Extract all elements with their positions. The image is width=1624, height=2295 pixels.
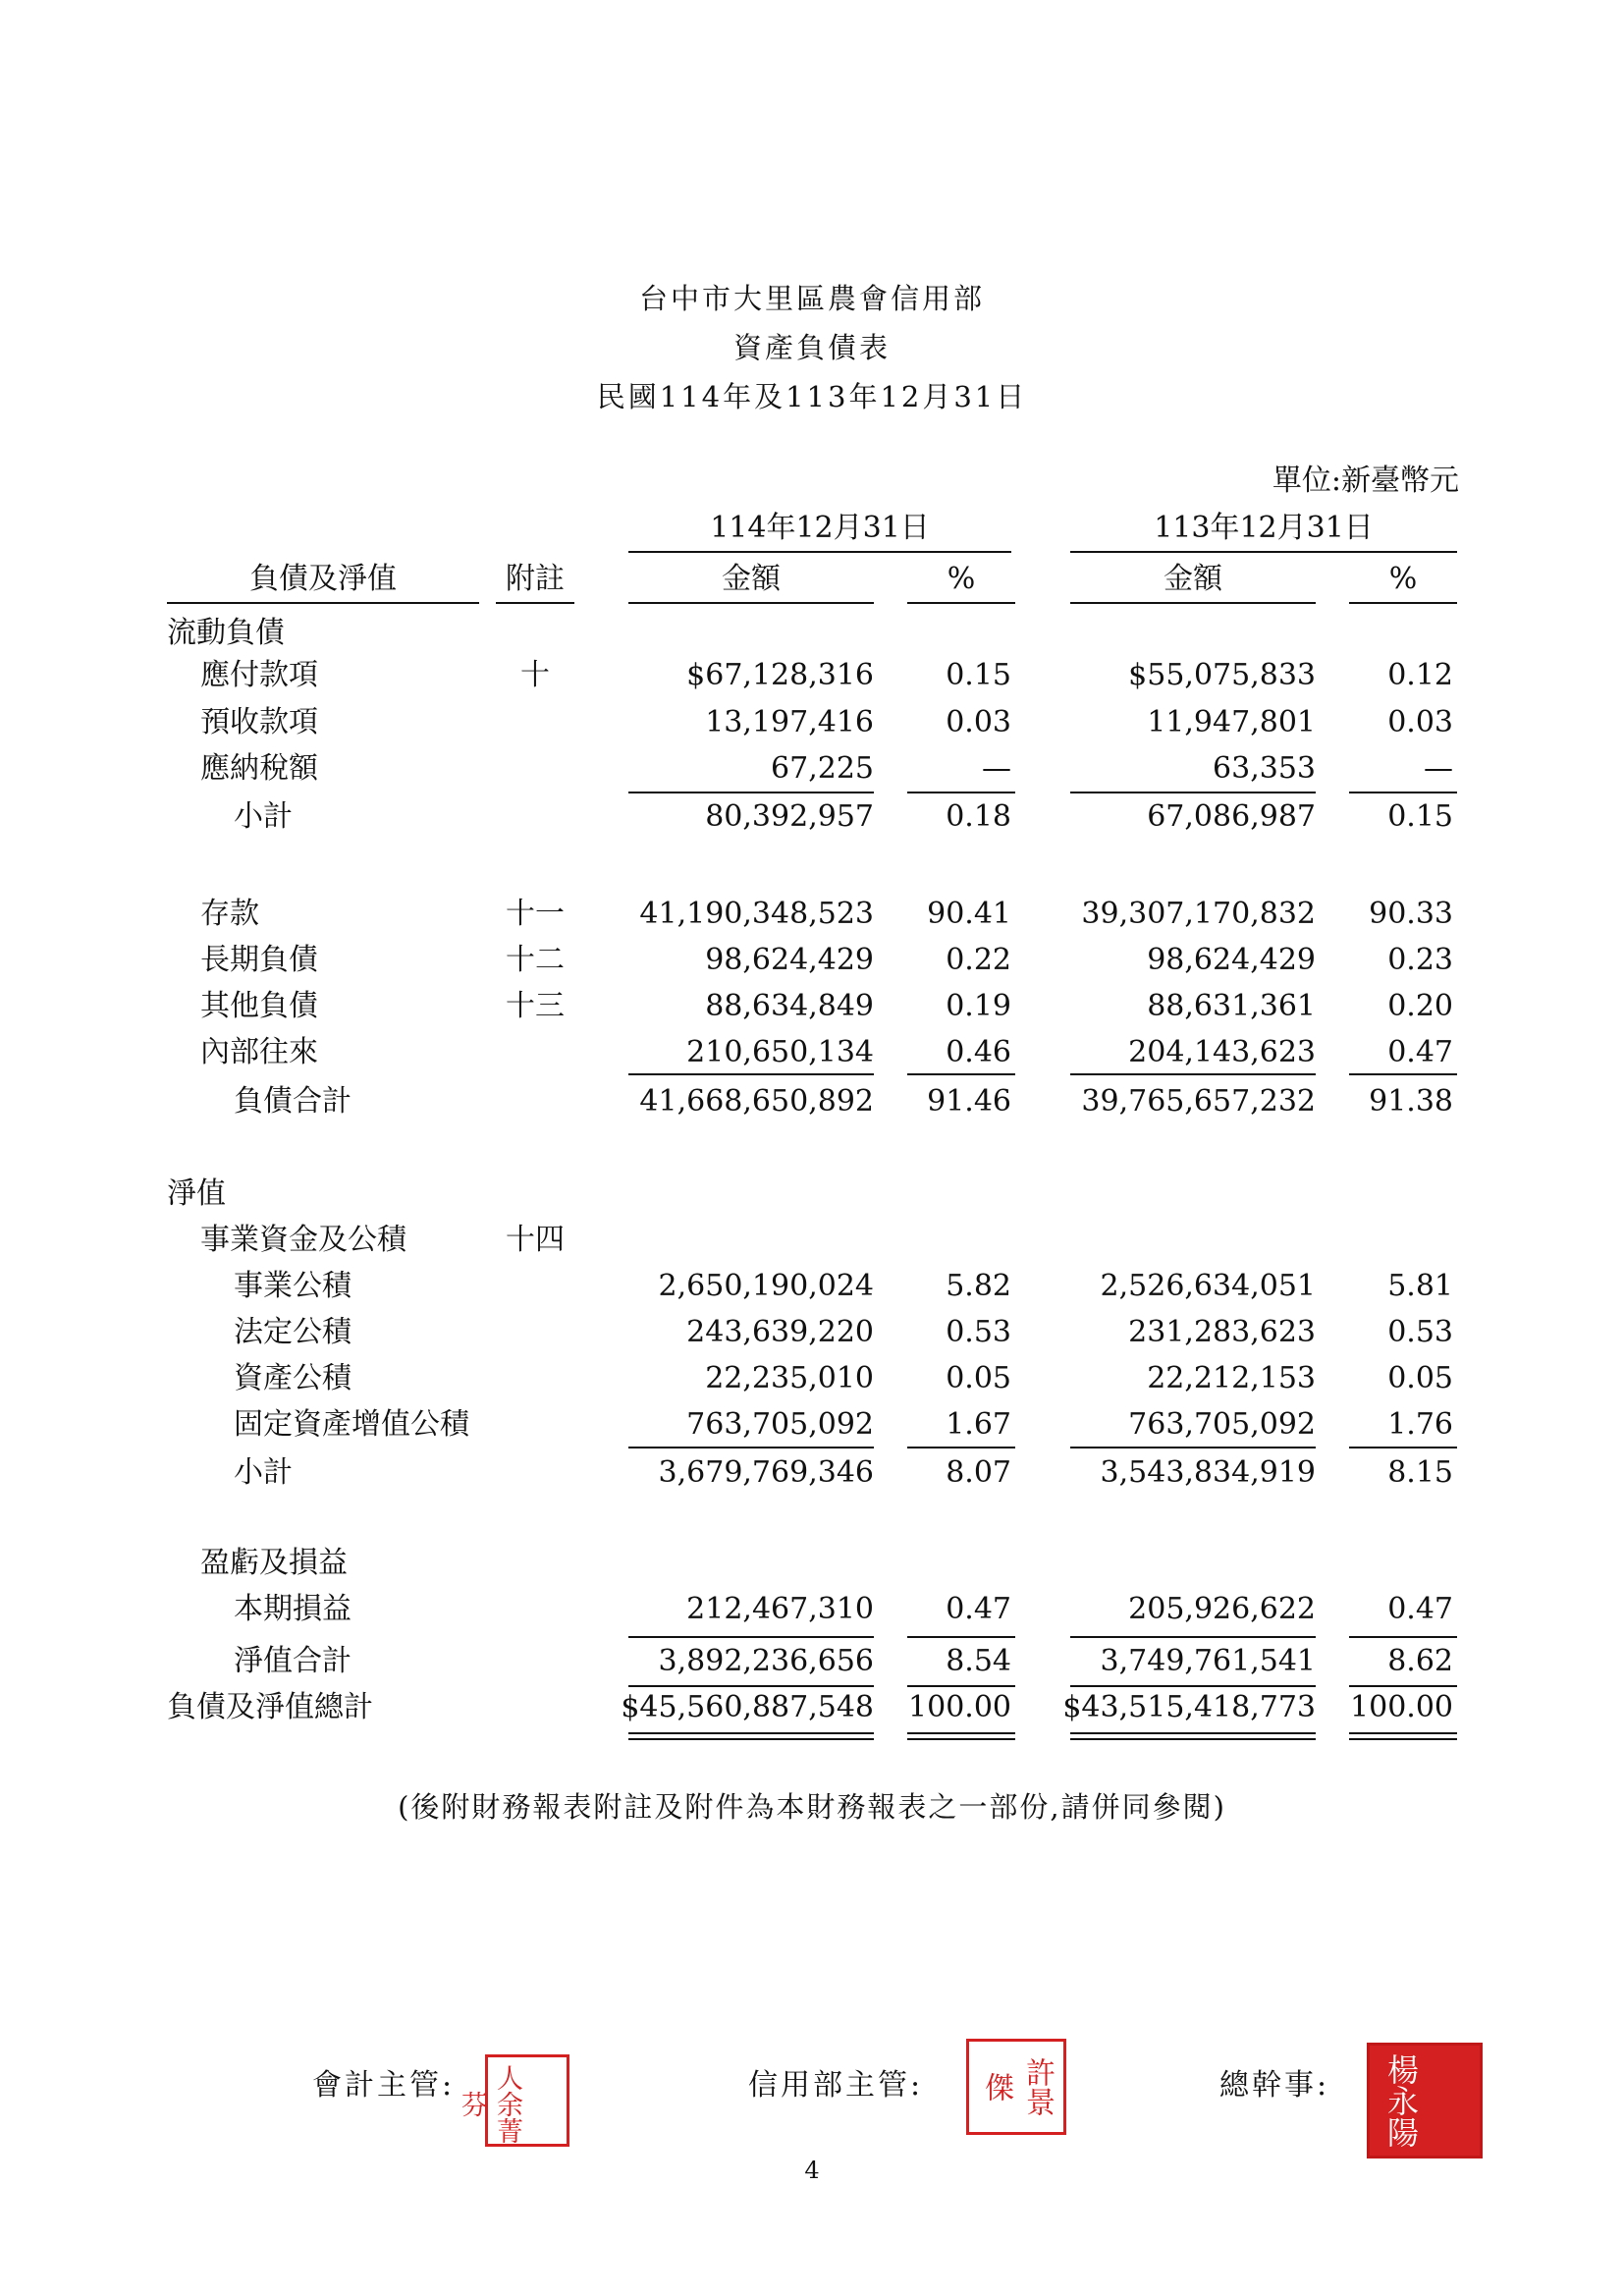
- row-label: 預收款項: [200, 705, 318, 739]
- period-113-header: 113年12月31日: [1154, 511, 1374, 545]
- row-label: 應納稅額: [200, 751, 318, 786]
- pct-114-cell: 0.18: [946, 799, 1011, 834]
- amount-114-cell: 763,705,092: [686, 1407, 874, 1442]
- row-label: 負債合計: [234, 1084, 352, 1119]
- amount-113-cell: 3,543,834,919: [1100, 1455, 1316, 1490]
- pct-114-cell: —: [982, 751, 1011, 786]
- amount-114-cell: 67,225: [771, 751, 874, 786]
- pct-113-header: %: [1388, 562, 1418, 596]
- amount-114-cell: 3,679,769,346: [658, 1455, 874, 1490]
- pct-114-cell: 1.67: [946, 1407, 1011, 1442]
- row-label: 事業公積: [234, 1269, 352, 1303]
- rule-pl-pct-114: [907, 1636, 1015, 1638]
- pct-114-cell: 8.07: [946, 1455, 1011, 1490]
- pct-114-header: %: [947, 562, 976, 596]
- rule-nw-113: [1070, 1685, 1316, 1687]
- rule-current-113: [1070, 792, 1316, 793]
- pct-114-cell: 0.47: [946, 1592, 1011, 1626]
- amount-113-cell: 763,705,092: [1128, 1407, 1316, 1442]
- amount-114-cell: 210,650,134: [686, 1035, 874, 1069]
- pct-113-cell: 0.05: [1387, 1361, 1453, 1395]
- rule-equity-pct-113: [1349, 1447, 1457, 1448]
- row-label: 法定公積: [234, 1315, 352, 1349]
- pct-114-cell: 8.54: [946, 1644, 1011, 1678]
- amount-113-cell: 67,086,987: [1147, 799, 1316, 834]
- pct-114-cell: 90.41: [927, 897, 1011, 931]
- row-label: 長期負債: [200, 943, 318, 977]
- amount-113-cell: 204,143,623: [1128, 1035, 1316, 1069]
- statement-period: 民國114年及113年12月31日: [596, 380, 1028, 413]
- row-label: 事業資金及公積: [200, 1223, 406, 1257]
- pct-114-cell: 0.03: [946, 705, 1011, 739]
- accounting-supervisor-label: 會計主管:: [312, 2068, 456, 2103]
- rule-pl-pct-113: [1349, 1636, 1457, 1638]
- amount-114-cell: 22,235,010: [705, 1361, 874, 1395]
- credit-seal-text: 許景傑: [979, 2057, 1055, 2116]
- pct-113-cell: 0.47: [1387, 1592, 1453, 1626]
- pct-113-cell: 0.47: [1387, 1035, 1453, 1069]
- rule-equity-113: [1070, 1447, 1316, 1448]
- amount-113-cell: 22,212,153: [1147, 1361, 1316, 1395]
- general-manager-label: 總幹事:: [1219, 2068, 1330, 2103]
- rule-liab-pct-113: [1349, 1073, 1457, 1075]
- amount-113-header: 金額: [1164, 562, 1222, 596]
- pct-113-cell: —: [1424, 751, 1453, 786]
- row-label: 存款: [200, 897, 259, 931]
- organization-name: 台中市大里區農會信用部: [638, 282, 985, 315]
- header-rule-amount-113: [1070, 602, 1316, 604]
- row-label: 內部往來: [200, 1035, 318, 1069]
- rule-equity-114: [628, 1447, 874, 1448]
- currency-unit: 單位:新臺幣元: [1272, 464, 1459, 498]
- amount-113-cell: 98,624,429: [1147, 943, 1316, 977]
- pct-113-cell: 8.15: [1387, 1455, 1453, 1490]
- amount-113-cell: 2,526,634,051: [1100, 1269, 1316, 1303]
- row-note-ref: 十二: [506, 943, 565, 977]
- amount-114-cell: 13,197,416: [705, 705, 874, 739]
- pct-113-cell: 1.76: [1387, 1407, 1453, 1442]
- header-rule-item: [167, 602, 479, 604]
- pct-113-cell: 91.38: [1369, 1084, 1453, 1119]
- amount-113-cell: 205,926,622: [1128, 1592, 1316, 1626]
- note-column-header: 附註: [506, 562, 565, 596]
- pct-113-cell: 0.15: [1387, 799, 1453, 834]
- pct-113-cell: 90.33: [1369, 897, 1453, 931]
- row-label: 應付款項: [200, 658, 318, 692]
- amount-113-cell: 11,947,801: [1147, 705, 1316, 739]
- footnote: (後附財務報表附註及附件為本財務報表之一部份,請併同參閱): [398, 1790, 1226, 1824]
- amount-114-cell: 41,668,650,892: [639, 1084, 874, 1119]
- amount-114-cell: $45,560,887,548: [621, 1690, 874, 1724]
- pct-113-cell: 0.23: [1387, 943, 1453, 977]
- general-manager-seal-stamp: [1367, 2043, 1483, 2158]
- row-label: 本期損益: [234, 1592, 352, 1626]
- pct-113-cell: 0.03: [1387, 705, 1453, 739]
- rule-equity-pct-114: [907, 1447, 1015, 1448]
- rule-nw-pct-113: [1349, 1685, 1457, 1687]
- amount-113-cell: 63,353: [1213, 751, 1316, 786]
- rule-nw-pct-114: [907, 1685, 1015, 1687]
- page-number: 4: [804, 2157, 820, 2184]
- amount-114-cell: 98,624,429: [705, 943, 874, 977]
- amount-114-cell: 41,190,348,523: [639, 897, 874, 931]
- amount-114-cell: 212,467,310: [686, 1592, 874, 1626]
- amount-113-cell: $55,075,833: [1128, 658, 1316, 692]
- rule-pl-113: [1070, 1636, 1316, 1638]
- credit-supervisor-seal-stamp: [966, 2039, 1066, 2135]
- pct-113-cell: 8.62: [1387, 1644, 1453, 1678]
- header-rule-pct-113: [1349, 602, 1457, 604]
- pct-113-cell: 100.00: [1350, 1690, 1453, 1724]
- row-label: 資產公積: [234, 1361, 352, 1395]
- period-113-rule: [1070, 551, 1457, 553]
- rule-current-pct-113: [1349, 792, 1457, 793]
- amount-113-cell: 39,307,170,832: [1081, 897, 1316, 931]
- rule-liab-pct-114: [907, 1073, 1015, 1075]
- pct-114-cell: 0.19: [946, 989, 1011, 1023]
- row-label: 負債及淨值總計: [167, 1690, 373, 1724]
- amount-114-cell: 2,650,190,024: [658, 1269, 874, 1303]
- row-label: 小計: [234, 1455, 293, 1490]
- amount-114-cell: 88,634,849: [705, 989, 874, 1023]
- row-label: 淨值合計: [234, 1644, 352, 1678]
- row-label: 淨值: [167, 1176, 226, 1211]
- credit-supervisor-label: 信用部主管:: [748, 2068, 924, 2103]
- amount-114-cell: 243,639,220: [686, 1315, 874, 1349]
- amount-113-cell: $43,515,418,773: [1062, 1690, 1316, 1724]
- rule-liab-113: [1070, 1073, 1316, 1075]
- amount-114-cell: $67,128,316: [686, 658, 874, 692]
- double-rule-total-pct-114: [907, 1732, 1015, 1740]
- period-114-header: 114年12月31日: [710, 511, 930, 545]
- period-114-rule: [628, 551, 1011, 553]
- pct-113-cell: 5.81: [1387, 1269, 1453, 1303]
- double-rule-total-pct-113: [1349, 1732, 1457, 1740]
- amount-113-cell: 3,749,761,541: [1100, 1644, 1316, 1678]
- amount-114-header: 金額: [722, 562, 781, 596]
- gm-seal-text: 楊永陽: [1382, 2053, 1420, 2148]
- double-rule-total-113: [1070, 1732, 1316, 1740]
- row-note-ref: 十四: [506, 1223, 565, 1257]
- header-rule-amount-114: [628, 602, 874, 604]
- amount-113-cell: 39,765,657,232: [1081, 1084, 1316, 1119]
- row-label: 盈虧及損益: [200, 1546, 348, 1580]
- rule-current-pct-114: [907, 792, 1015, 793]
- pct-114-cell: 0.46: [946, 1035, 1011, 1069]
- pct-114-cell: 91.46: [927, 1084, 1011, 1119]
- pct-113-cell: 0.20: [1387, 989, 1453, 1023]
- row-note-ref: 十一: [506, 897, 565, 931]
- header-rule-note: [496, 602, 574, 604]
- row-label: 固定資產增值公積: [234, 1407, 469, 1442]
- amount-113-cell: 231,283,623: [1128, 1315, 1316, 1349]
- pct-114-cell: 0.05: [946, 1361, 1011, 1395]
- amount-114-cell: 3,892,236,656: [658, 1644, 874, 1678]
- pct-114-cell: 0.15: [946, 658, 1011, 692]
- rule-nw-114: [628, 1685, 874, 1687]
- row-label: 小計: [234, 799, 293, 834]
- pct-114-cell: 5.82: [946, 1269, 1011, 1303]
- row-label: 流動負債: [167, 616, 285, 650]
- row-note-ref: 十: [520, 658, 550, 692]
- accounting-seal-text: 人余菁芬: [457, 2063, 522, 2144]
- row-note-ref: 十三: [506, 989, 565, 1023]
- pct-113-cell: 0.12: [1387, 658, 1453, 692]
- double-rule-total-114: [628, 1732, 874, 1740]
- header-rule-pct-114: [907, 602, 1015, 604]
- row-label: 其他負債: [200, 989, 318, 1023]
- rule-pl-114: [628, 1636, 874, 1638]
- rule-current-114: [628, 792, 874, 793]
- amount-114-cell: 80,392,957: [705, 799, 874, 834]
- pct-114-cell: 100.00: [908, 1690, 1011, 1724]
- pct-114-cell: 0.53: [946, 1315, 1011, 1349]
- accounting-seal-stamp: [457, 2054, 569, 2147]
- item-column-header: 負債及淨值: [249, 562, 397, 596]
- pct-113-cell: 0.53: [1387, 1315, 1453, 1349]
- rule-liab-114: [628, 1073, 874, 1075]
- pct-114-cell: 0.22: [946, 943, 1011, 977]
- statement-title: 資產負債表: [732, 331, 891, 364]
- amount-113-cell: 88,631,361: [1147, 989, 1316, 1023]
